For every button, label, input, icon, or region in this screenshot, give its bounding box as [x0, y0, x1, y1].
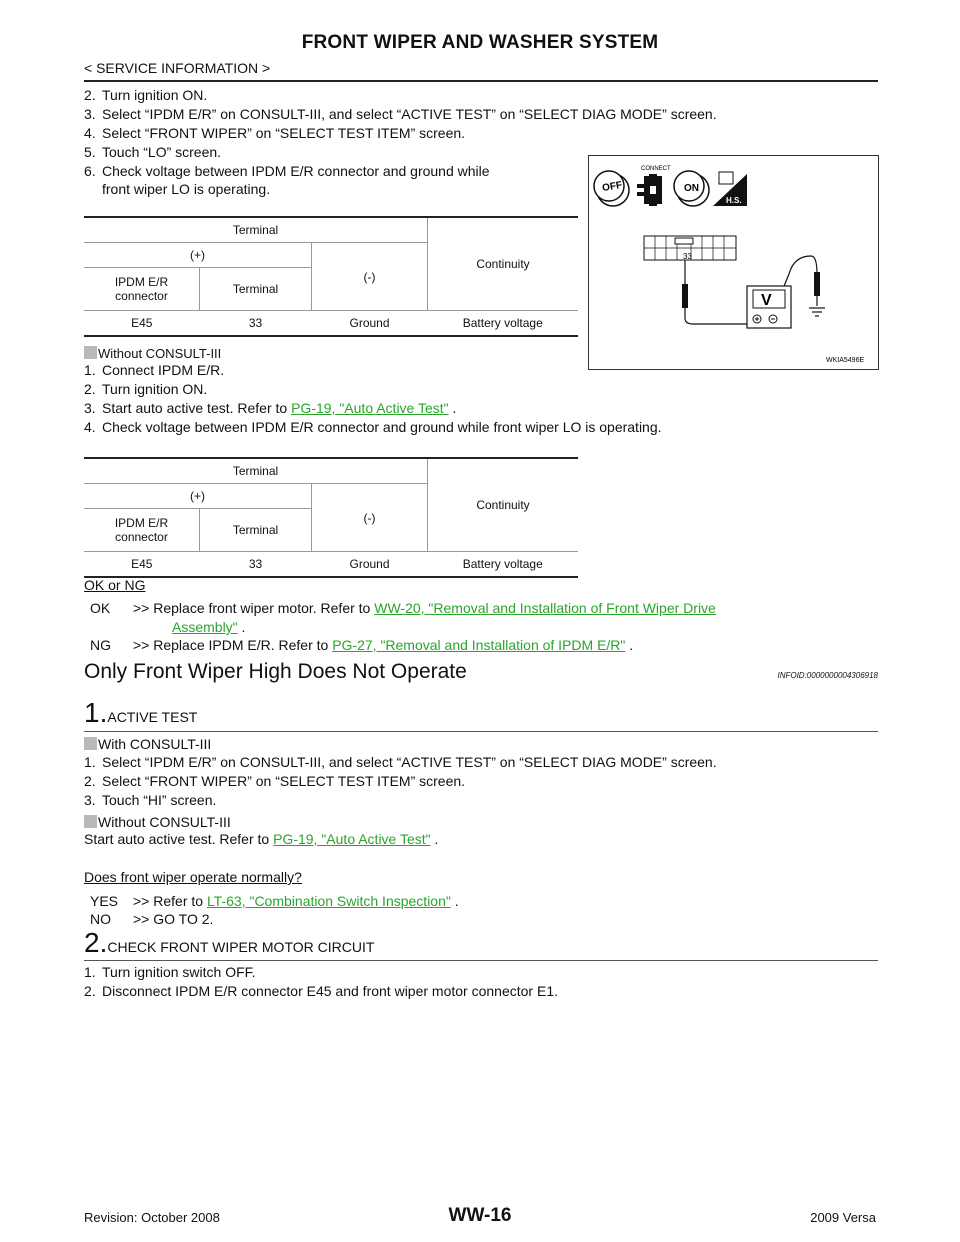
circuit-figure: [588, 155, 879, 370]
step-line: 4. Check voltage between IPDM E/R connector and ground while front wiper LO is operating.: [84, 419, 662, 435]
shaded-box-icon: [84, 346, 97, 359]
table-cell: Battery voltage: [428, 311, 579, 337]
ipdm-connector-face: [644, 236, 736, 261]
step-heading-2: 2.CHECK FRONT WIPER MOTOR CIRCUIT: [84, 927, 375, 958]
no-result: NO >> GO TO 2.: [90, 911, 214, 927]
table-cell: Ground: [312, 311, 428, 337]
plus-header: (+): [84, 243, 312, 268]
ng-result: NG >> Replace IPDM E/R. Refer to PG-27, "Removal and Installation of IPDM E/R" .: [90, 637, 634, 653]
step-line: 1. Connect IPDM E/R.: [84, 362, 225, 378]
section-label: < SERVICE INFORMATION >: [84, 60, 271, 76]
section-heading: Only Front Wiper High Does Not Operate: [84, 660, 467, 683]
ignition-on-icon: [674, 171, 709, 206]
harness-side-icon: [713, 172, 747, 206]
footer-revision: Revision: October 2008: [84, 1210, 220, 1225]
ok-result-continued: Assembly" .: [172, 619, 246, 635]
step-line: 1. Select “IPDM E/R” on CONSULT-III, and select “ACTIVE TEST” on “SELECT DIAG MODE” screen.: [84, 754, 717, 770]
step-line: 2. Turn ignition ON.: [84, 381, 208, 397]
link-front-wiper-drive[interactable]: WW-20, "Removal and Installation of Front Wiper Drive: [374, 600, 716, 616]
step-line-continued: front wiper LO is operating.: [102, 181, 271, 197]
terminal-header: Terminal: [84, 458, 428, 484]
ignition-off-icon: [594, 171, 629, 206]
link-front-wiper-drive-cont[interactable]: Assembly": [172, 619, 238, 635]
terminal-table-2: [84, 457, 578, 578]
continuity-header: Continuity: [428, 217, 579, 311]
info-id: INFOID:0000000004306918: [777, 671, 878, 680]
svg-text:ON: ON: [684, 183, 699, 194]
svg-text:V: V: [761, 292, 772, 309]
plus-header: (+): [84, 484, 312, 509]
without-consult-label: Without CONSULT-III: [84, 814, 231, 830]
terminal-subheader: Terminal: [200, 509, 312, 552]
ipdm-connector-header: IPDM E/R connector: [84, 268, 200, 311]
continuity-header: Continuity: [428, 458, 579, 552]
without-consult-label: Without CONSULT-III: [84, 346, 221, 361]
terminal-table-1: [84, 216, 578, 337]
probe-plus: [682, 284, 688, 308]
step-line: 5. Touch “LO” screen.: [84, 144, 222, 160]
with-consult-label: With CONSULT-III: [84, 736, 211, 752]
footer-model: 2009 Versa: [810, 1210, 876, 1225]
minus-header: (-): [312, 484, 428, 552]
step-line: 1. Turn ignition switch OFF.: [84, 964, 256, 980]
step-line: 3. Start auto active test. Refer to PG-19, "Auto Active Test" .: [84, 400, 457, 416]
step-line: 2. Select “FRONT WIPER” on “SELECT TEST ITEM” screen.: [84, 773, 466, 789]
step-line: 3. Select “IPDM E/R” on CONSULT-III, and select “ACTIVE TEST” on “SELECT DIAG MODE” screen.: [84, 106, 717, 122]
step-line: Start auto active test. Refer to PG-19, "Auto Active Test" .: [84, 831, 439, 847]
step-heading-1: 1.ACTIVE TEST: [84, 697, 198, 728]
terminal-subheader: Terminal: [200, 268, 312, 311]
shaded-box-icon: [84, 815, 97, 828]
step-line: 2. Turn ignition ON.: [84, 87, 208, 103]
step-line: 4. Select “FRONT WIPER” on “SELECT TEST ITEM” screen.: [84, 125, 466, 141]
svg-text:H.S.: H.S.: [726, 196, 742, 205]
table-cell: 33: [200, 552, 312, 578]
svg-text:OFF: OFF: [601, 179, 624, 195]
table-cell: E45: [84, 552, 200, 578]
table-cell: Ground: [312, 552, 428, 578]
question: Does front wiper operate normally?: [84, 869, 302, 885]
ok-result: OK >> Replace front wiper motor. Refer to WW-20, "Removal and Installation of Front Wiper Drive: [90, 600, 716, 616]
header-rule: [84, 80, 878, 82]
table-cell: Battery voltage: [428, 552, 579, 578]
footer-page-number: WW-16: [448, 1205, 512, 1226]
voltmeter-icon: [747, 286, 791, 328]
shaded-box-icon: [84, 737, 97, 750]
terminal-header: Terminal: [84, 217, 428, 243]
svg-text:33: 33: [683, 252, 692, 261]
table-cell: E45: [84, 311, 200, 337]
svg-text:CONNECT: CONNECT: [641, 166, 671, 172]
probe-minus: [814, 272, 820, 296]
table-cell: 33: [200, 311, 312, 337]
step-line: 2. Disconnect IPDM E/R connector E45 and front wiper motor connector E1.: [84, 983, 558, 999]
link-combination-switch[interactable]: LT-63, "Combination Switch Inspection": [206, 893, 451, 909]
link-ipdm-removal[interactable]: PG-27, "Removal and Installation of IPDM E/R": [332, 637, 626, 653]
figure-code: WKIA5496E: [826, 357, 865, 364]
step-rule: [84, 960, 878, 961]
page-title: FRONT WIPER AND WASHER SYSTEM: [301, 32, 659, 53]
link-auto-active-test[interactable]: PG-19, "Auto Active Test": [291, 400, 449, 416]
step-rule: [84, 731, 878, 732]
step-line: 6. Check voltage between IPDM E/R connector and ground while: [84, 163, 490, 179]
connector-icon: [637, 166, 671, 206]
step-line: 3. Touch “HI” screen.: [84, 792, 217, 808]
link-auto-active-test[interactable]: PG-19, "Auto Active Test": [273, 831, 431, 847]
ok-ng-heading: OK or NG: [84, 577, 146, 593]
voltmeter-diagram: [589, 156, 878, 369]
minus-header: (-): [312, 243, 428, 311]
ipdm-connector-header: IPDM E/R connector: [84, 509, 200, 552]
yes-result: YES >> Refer to LT-63, "Combination Switch Inspection" .: [90, 893, 459, 909]
